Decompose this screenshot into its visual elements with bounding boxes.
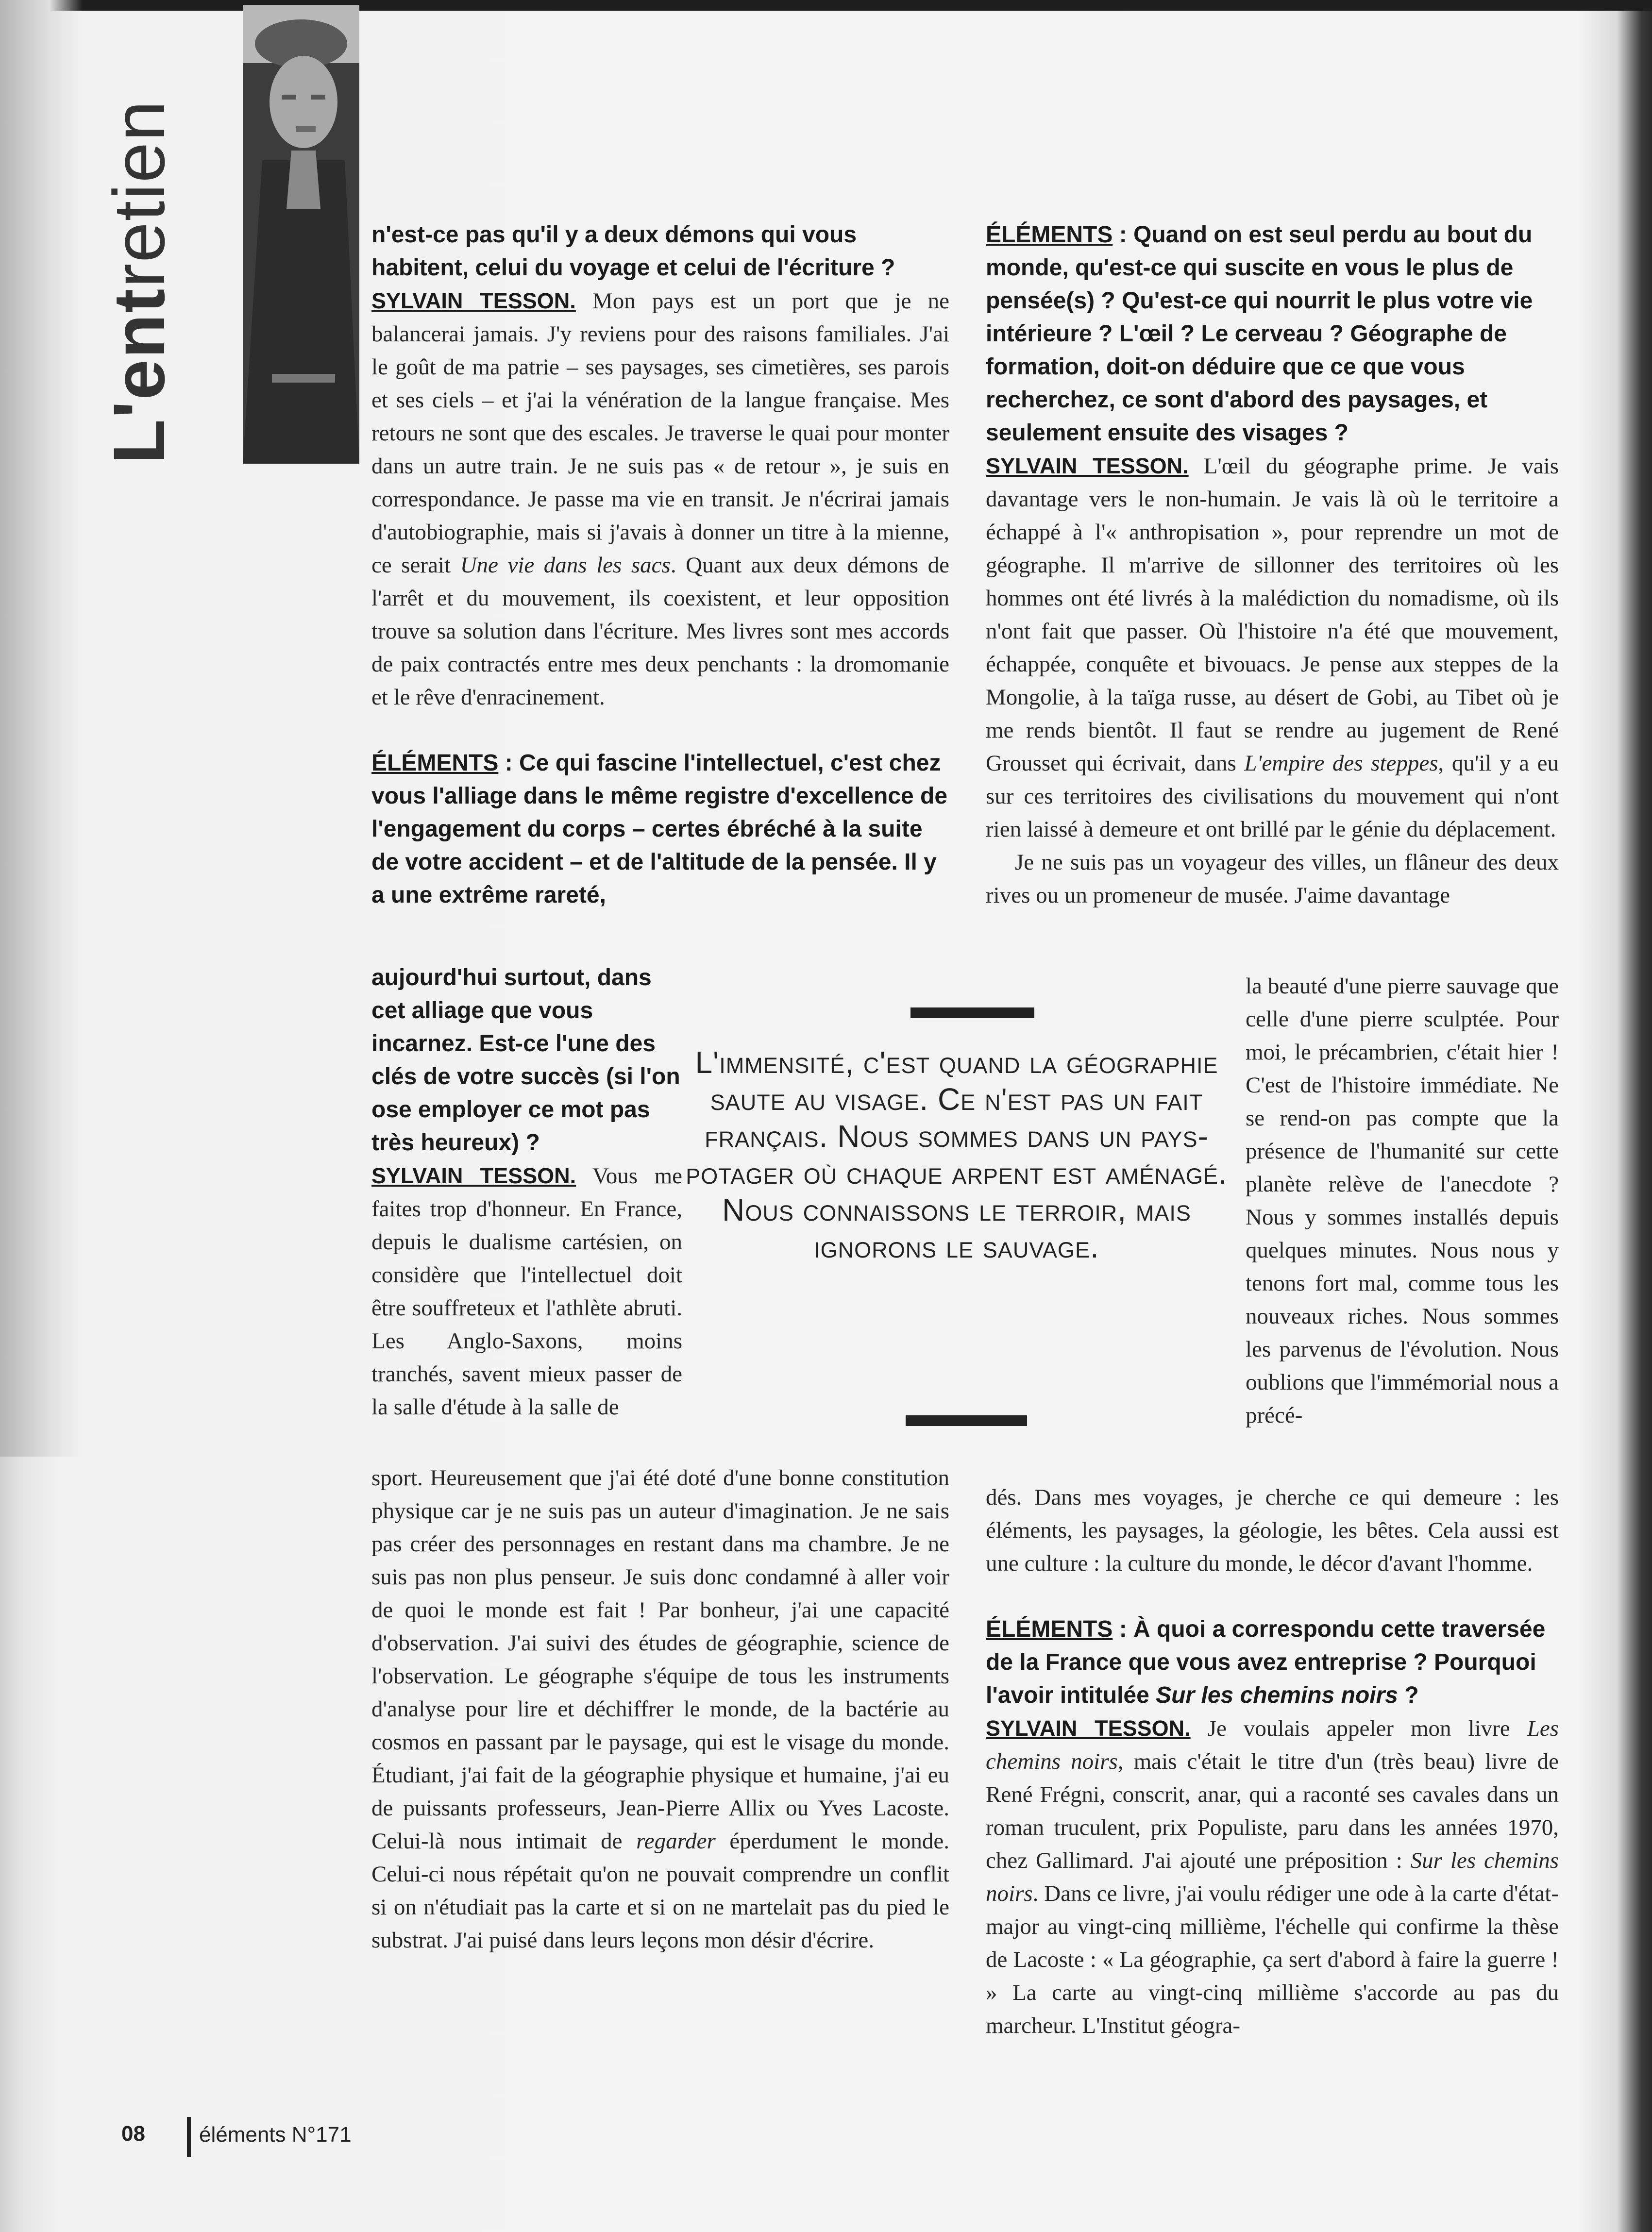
footer-divider (187, 2117, 191, 2157)
answer-2-start: SYLVAIN TESSON. Vous me faites trop d'honneur. En France, depuis le dualisme cartésien, on considère que l'intellectuel doit être souffreteux et l'athlète abruti. Les Anglo-Saxons, moins tranchés, savent mieux passer de la salle d'étude à la salle de (371, 1163, 683, 1420)
column-right-narrow (1246, 970, 1559, 1432)
column-left-top (371, 218, 949, 912)
pull-quote: L'immensité, c'est quand la géographie saute au visage. Ce n'est pas un fait français. Nous sommes dans un pays-potager où chaque arpent est aménagé. Nous connaissons le terroir, mais ignorons le sauvage. (686, 1045, 1228, 1264)
page-number: 08 (121, 2122, 145, 2146)
column-right-top (986, 218, 1559, 912)
answer-3-paragraph-2-end: dés. Dans mes voyages, je cherche ce qui demeure : les éléments, les paysages, la géologie, les bêtes. Cela aussi est une culture : la culture du monde, le décor d'avant l'homme. (986, 1485, 1559, 1576)
question-3: ÉLÉMENTS : Quand on est seul perdu au bout du monde, qu'est-ce qui suscite en vous le plus de pensée(s) ? Qu'est-ce qui nourrit le plus votre vie intérieure ? L'œil ? Le cerveau ? Géographe de formation, doit-on déduire que ce que vous recherchez, ce sont d'abord des paysages, et seulement ensuite des visages ? (986, 222, 1533, 446)
speaker-label: SYLVAIN TESSON. (986, 453, 1189, 478)
speaker-label: SYLVAIN TESSON. (371, 288, 576, 313)
column-left-bottom (371, 1461, 949, 1957)
speaker-label: SYLVAIN TESSON. (986, 1716, 1191, 1741)
pull-quote-top-bar (910, 1007, 1034, 1018)
pull-quote-bottom-bar (906, 1415, 1027, 1426)
speaker-label: SYLVAIN TESSON. (371, 1163, 576, 1188)
answer-3-paragraph-2-continued: la beauté d'une pierre sauvage que celle d'une pierre sculptée. Pour moi, le précambrien, c'était hier ! C'est de l'histoire immédiate. Ne se rend-on pas compte que la présence de l'humanité sur cette planète relève de l'anecdote ? Nous y sommes installés depuis quelques minutes. Nous nous y tenons fort mal, comme tous les nouveaux riches. Nous sommes les parvenus de l'évolution. Nous oublions que l'immémorial nous a précé- (1246, 973, 1559, 1428)
question-2: ÉLÉMENTS : Ce qui fascine l'intellectuel, c'est chez vous l'alliage dans le même registre d'excellence de l'engagement du corps – certes ébréché à la suite de votre accident – et de l'altitude de la pensée. Il y a une extrême rareté, (371, 750, 948, 908)
answer-2-continued: sport. Heureusement que j'ai été doté d'une bonne constitution physique car je ne suis pas un auteur d'imagination. Je ne sais pas créer des personnages en restant dans ma chambre. Je ne suis pas non plus penseur. Je suis donc condamné à aller voir de quoi le monde est fait ! Par bonheur, j'ai une capacité d'observation. J'ai suivi des études de géographie, science de l'observation. Le géographe s'équipe de tous les instruments d'analyse pour lire et déchiffrer le monde, de la bactérie au cosmos en passant par le paysage, qui est le visage du monde. Étudiant, j'ai fait de la géographie physique et humaine, j'ai eu de puissants professeurs, Jean-Pierre Allix ou Yves Lacoste. Celui-là nous intimait de regarder éperdument le monde. Celui-ci nous répétait qu'on ne pouvait comprendre un conflit si on n'étudiait pas la carte et si on ne martelait pas du pied le substrat. J'ai puisé dans leurs leçons mon désir d'écrire. (371, 1465, 949, 1953)
answer-4: SYLVAIN TESSON. Je voulais appeler mon livre Les chemins noirs, mais c'était le titre d'un (très beau) livre de René Frégni, conscrit, anar, qui a raconté ses cavales dans un roman truculent, prix Populiste, paru dans les années 1970, chez Gallimard. J'ai ajouté une préposition : Sur les chemins noirs. Dans ce livre, j'ai voulu rédiger une ode à la carte d'état-major au vingt-cinq millième, l'échelle qui confirme la thèse de Lacoste : « La géographie, ça sert d'abord à faire la guerre ! » La carte au vingt-cinq millième s'accorde au pas du marcheur. L'Institut géogra- (986, 1716, 1559, 2038)
answer-3: SYLVAIN TESSON. L'œil du géographe prime. Je vais davantage vers le non-humain. Je vais là où le territoire a échappé à l'« anthropisation », pour reprendre un mot de géographe. Il m'arrive de sillonner des territoires où les hommes ont été livrés à la malédiction du nomadisme, où ils n'ont fait que passer. Où l'histoire n'a été que mouvement, échappée, conquête et bivouacs. Je pense aux steppes de la Mongolie, à la taïga russe, au désert de Gobi, au Tibet où je me rends bientôt. Il faut se rendre au jugement de René Grousset qui écrivait, dans L'empire des steppes, qu'il y a eu sur ces territoires des civilisations du mouvement qui n'ont rien laissé à demeure et ont brillé par le génie du déplacement. (986, 453, 1559, 842)
question-4: ÉLÉMENTS : À quoi a correspondu cette traversée de la France que vous avez entreprise ? Pourquoi l'avoir intitulée Sur les chemins noirs ? (986, 1616, 1546, 1708)
answer-1: SYLVAIN TESSON. Mon pays est un port que je ne balancerai jamais. J'y reviens pour des raisons familiales. J'ai le goût de ma patrie – ses paysages, ses cimetières, ses parois et ses ciels – et j'ai la vénération de la langue française. Mes retours ne sont que des escales. Je traverse le quai pour monter dans un autre train. Je ne suis pas « de retour », je suis en correspondance. Je passe ma vie en transit. Je n'écrirai jamais d'autobiographie, mais si j'avais à donner un titre à la mienne, ce serait Une vie dans les sacs. Quant aux deux démons de l'arrêt et du mouvement, ils coexistent, et leur opposition trouve sa solution dans l'écriture. Mes livres sont mes accords de paix contractés entre mes deux penchants : la dromomanie et le rêve d'enracinement. (371, 288, 949, 710)
author-photo (243, 5, 359, 464)
question-2-continued: aujourd'hui surtout, dans cet alliage que vous incarnez. Est-ce l'une des clés de votre succès (si l'on ose employer ce mot pas très heureux) ? (371, 965, 680, 1156)
magazine-issue: éléments N°171 (199, 2123, 352, 2147)
column-left-narrow (371, 961, 682, 1424)
question-1: n'est-ce pas qu'il y a deux démons qui vous habitent, celui du voyage et celui de l'écriture ? (371, 222, 895, 281)
section-title-entretien: L'entretien (98, 100, 180, 464)
column-right-bottom (986, 1481, 1559, 2042)
answer-3-paragraph-2: Je ne suis pas un voyageur des villes, un flâneur des deux rives ou un promeneur de musée. J'aime davantage (986, 850, 1559, 908)
scan-left-shadow (0, 0, 83, 1457)
